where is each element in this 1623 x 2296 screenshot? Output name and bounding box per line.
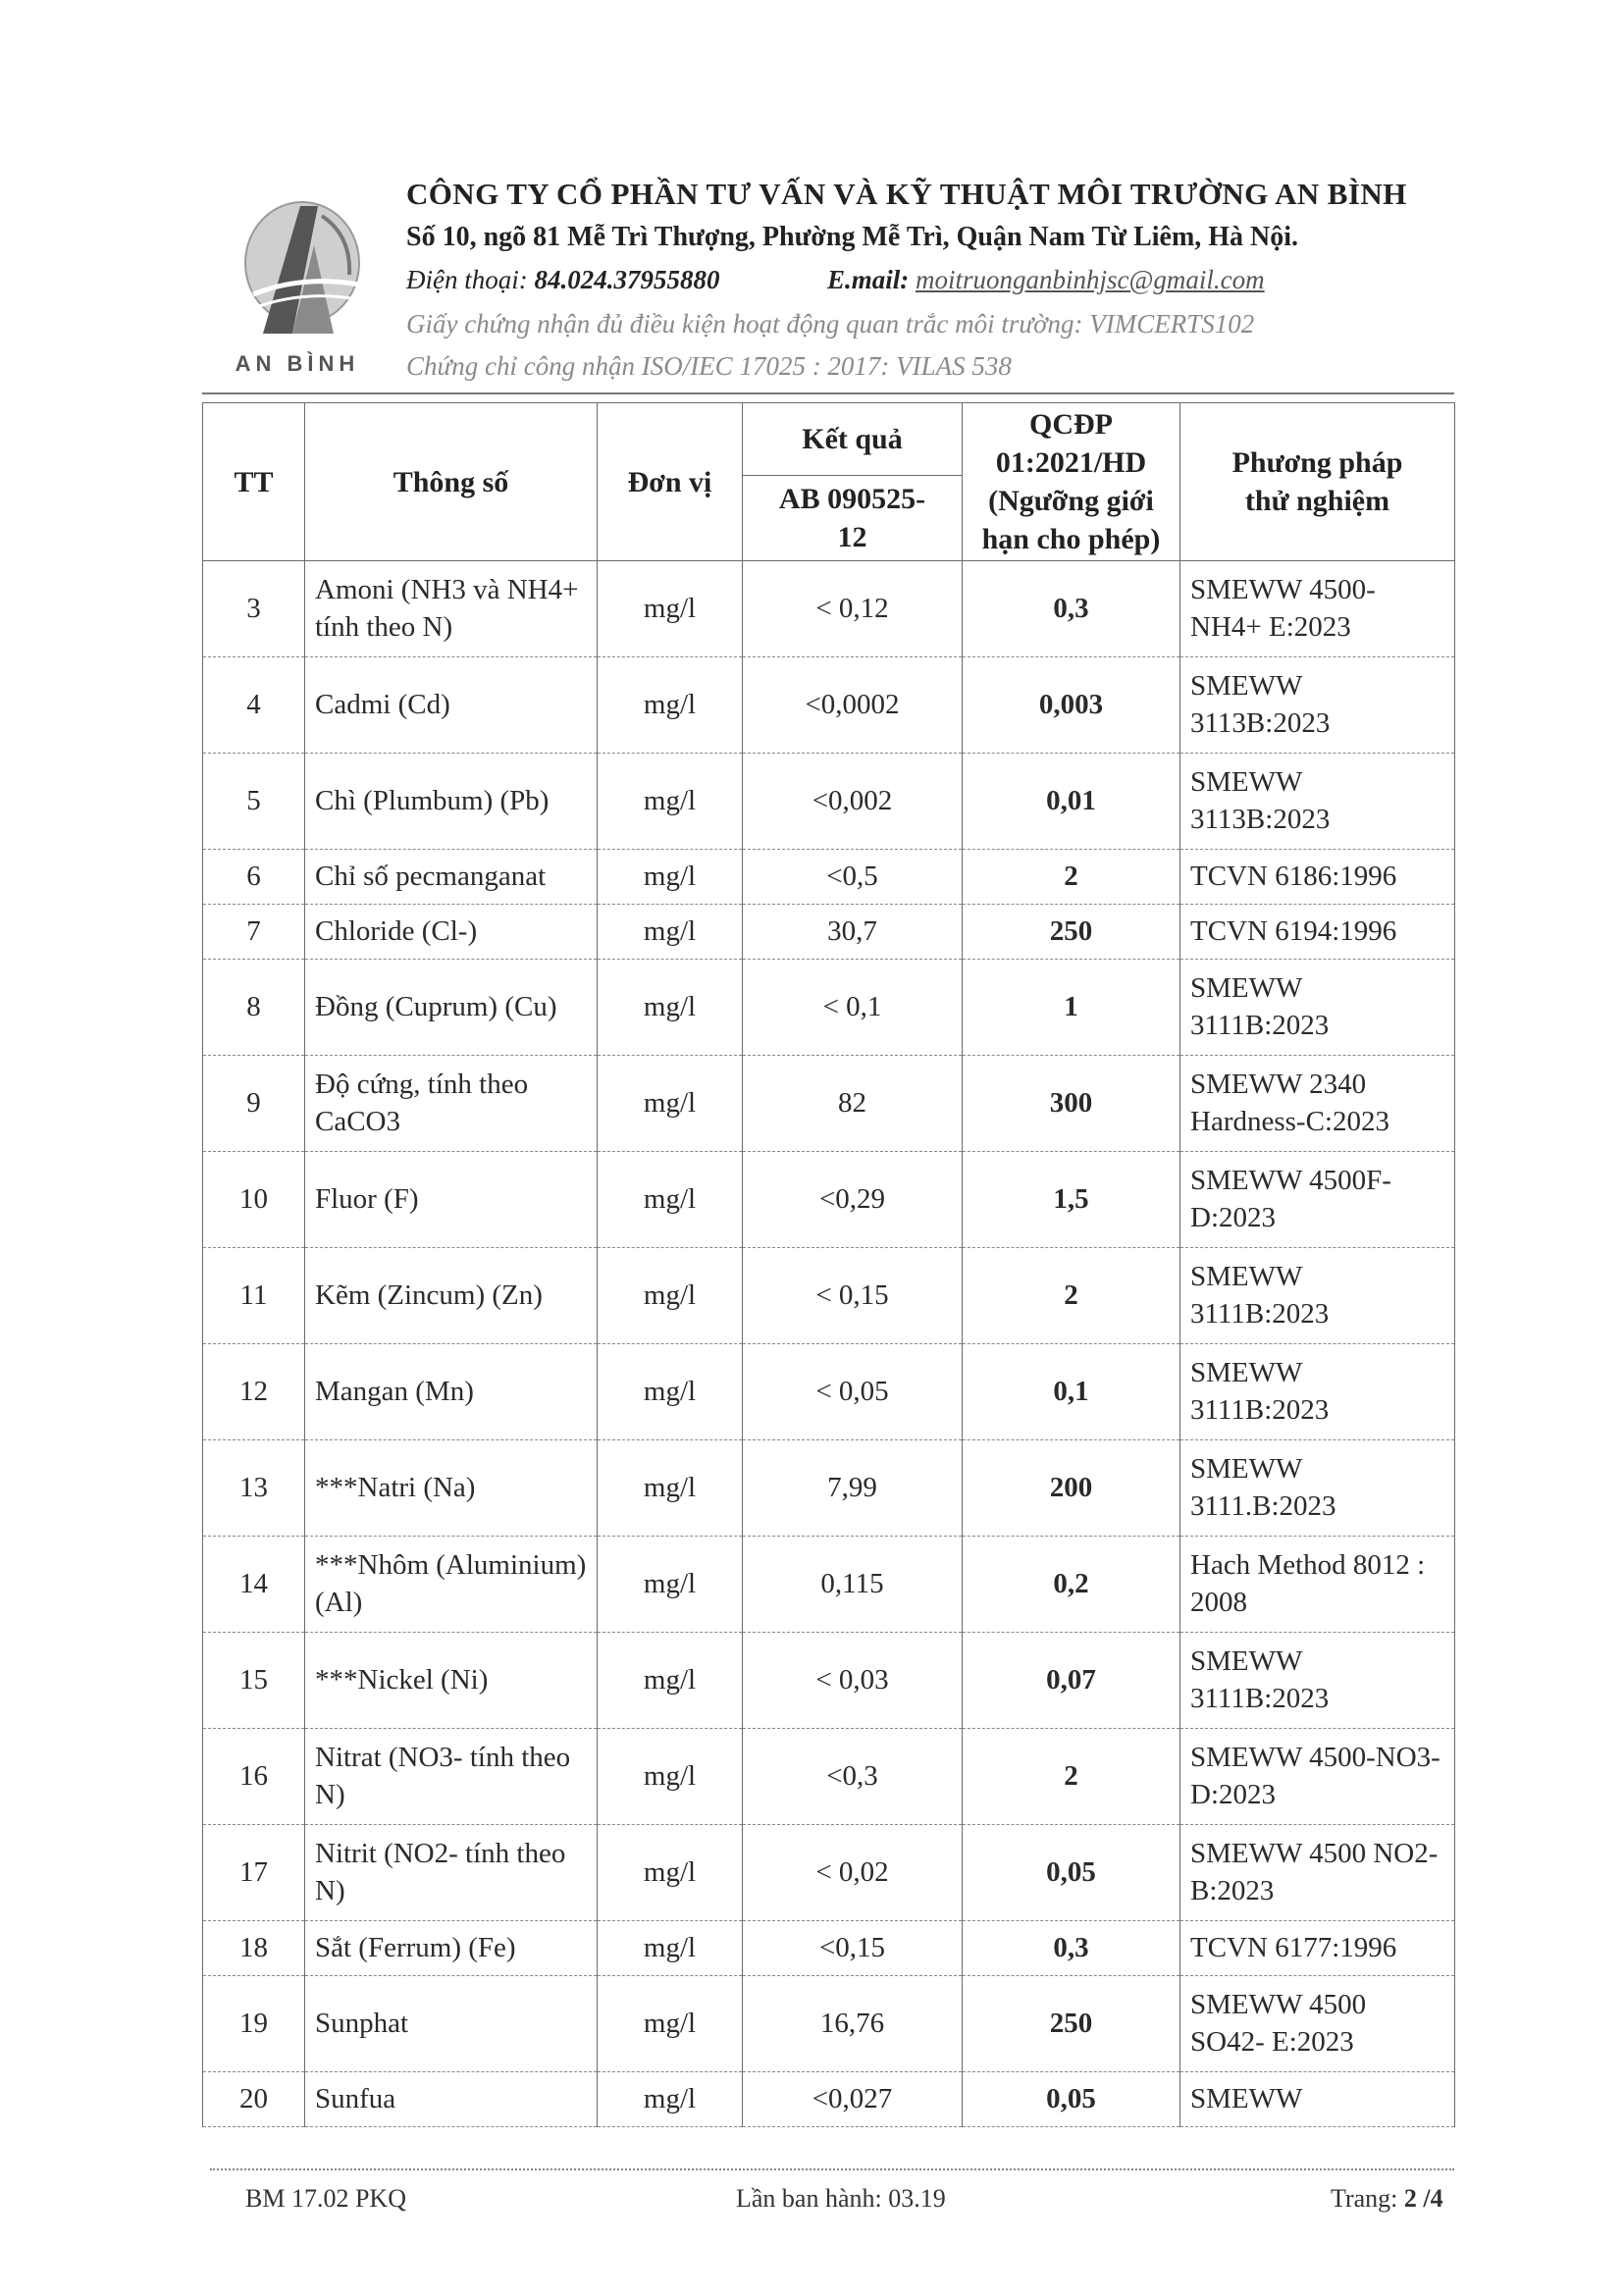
result-value: <0,027: [743, 2072, 963, 2127]
header-row: [203, 403, 1455, 476]
unit: mg/l: [598, 1825, 743, 1921]
result-value: <0,3: [743, 1729, 963, 1825]
test-method: SMEWW 4500-NH4+ E:2023: [1180, 561, 1455, 657]
limit-value: 2: [963, 1729, 1180, 1825]
company-name: CÔNG TY CỔ PHẦN TƯ VẤN VÀ KỸ THUẬT MÔI TRƯỜNG AN BÌNH: [406, 177, 1407, 211]
result-value: < 0,15: [743, 1248, 963, 1344]
certificate-line: Giấy chứng nhận đủ điều kiện hoạt động quan trắc môi trường: VIMCERTS102: [406, 309, 1255, 339]
row-number: 19: [203, 1976, 305, 2072]
header-method: Phương pháp thử nghiệm: [1180, 403, 1455, 561]
parameter-name: Chloride (Cl-): [305, 905, 598, 960]
unit: mg/l: [598, 1344, 743, 1440]
phone-label: Điện thoại:: [406, 265, 528, 294]
row-number: 13: [203, 1440, 305, 1537]
test-method: SMEWW 3111B:2023: [1180, 960, 1455, 1056]
limit-value: 250: [963, 905, 1180, 960]
company-logo: [224, 186, 371, 388]
test-method: TCVN 6177:1996: [1180, 1921, 1455, 1976]
row-number: 8: [203, 960, 305, 1056]
email-label: E.mail:: [826, 265, 910, 294]
result-value: 82: [743, 1056, 963, 1152]
test-method: SMEWW 4500F-D:2023: [1180, 1152, 1455, 1248]
unit: mg/l: [598, 1633, 743, 1729]
result-value: < 0,02: [743, 1825, 963, 1921]
header-result: Kết quả: [743, 403, 963, 476]
result-value: 16,76: [743, 1976, 963, 2072]
table-row: [203, 657, 1455, 754]
result-value: 30,7: [743, 905, 963, 960]
row-number: 17: [203, 1825, 305, 1921]
table-row: [203, 1921, 1455, 1976]
table-row: [203, 1344, 1455, 1440]
unit: mg/l: [598, 1976, 743, 2072]
parameter-name: Amoni (NH3 và NH4+ tính theo N): [305, 561, 598, 657]
parameter-name: Nitrat (NO3- tính theo N): [305, 1729, 598, 1825]
issue-number: Lần ban hành: 03.19: [736, 2184, 946, 2213]
limit-value: 2: [963, 1248, 1180, 1344]
row-number: 4: [203, 657, 305, 754]
test-method: TCVN 6194:1996: [1180, 905, 1455, 960]
parameter-name: ***Nickel (Ni): [305, 1633, 598, 1729]
table-row: [203, 1633, 1455, 1729]
unit: mg/l: [598, 2072, 743, 2127]
row-number: 15: [203, 1633, 305, 1729]
test-method: SMEWW 4500-NO3-D:2023: [1180, 1729, 1455, 1825]
results-table: [202, 402, 1455, 2127]
header-divider: [202, 392, 1454, 394]
test-method: SMEWW: [1180, 2072, 1455, 2127]
limit-value: 0,3: [963, 1921, 1180, 1976]
unit: mg/l: [598, 1921, 743, 1976]
row-number: 11: [203, 1248, 305, 1344]
parameter-name: Sunphat: [305, 1976, 598, 2072]
parameter-name: ***Natri (Na): [305, 1440, 598, 1537]
result-value: <0,15: [743, 1921, 963, 1976]
table-row: [203, 561, 1455, 657]
result-value: < 0,1: [743, 960, 963, 1056]
row-number: 14: [203, 1537, 305, 1633]
email-link[interactable]: moitruonganbinhjsc@gmail.com: [916, 265, 1265, 294]
table-row: [203, 1537, 1455, 1633]
row-number: 5: [203, 754, 305, 850]
row-number: 9: [203, 1056, 305, 1152]
limit-value: 0,3: [963, 561, 1180, 657]
parameter-name: Cadmi (Cd): [305, 657, 598, 754]
contact-line: [406, 265, 1265, 295]
page-number: [1331, 2184, 1443, 2214]
parameter-name: Fluor (F): [305, 1152, 598, 1248]
test-method: SMEWW 4500 SO42- E:2023: [1180, 1976, 1455, 2072]
result-value: <0,5: [743, 850, 963, 905]
unit: mg/l: [598, 960, 743, 1056]
parameter-name: Sắt (Ferrum) (Fe): [305, 1921, 598, 1976]
limit-value: 0,07: [963, 1633, 1180, 1729]
page-value: 2 /4: [1403, 2184, 1443, 2213]
header-sample-id: AB 090525- 12: [743, 476, 963, 561]
table-row: [203, 1825, 1455, 1921]
unit: mg/l: [598, 905, 743, 960]
parameter-name: ***Nhôm (Aluminium) (Al): [305, 1537, 598, 1633]
unit: mg/l: [598, 1537, 743, 1633]
table-row: [203, 850, 1455, 905]
table-row: [203, 1729, 1455, 1825]
table-row: [203, 1440, 1455, 1537]
table-row: [203, 754, 1455, 850]
test-method: SMEWW 2340 Hardness-C:2023: [1180, 1056, 1455, 1152]
test-method: SMEWW 3113B:2023: [1180, 657, 1455, 754]
table-row: [203, 905, 1455, 960]
phone-number: 84.024.37955880: [534, 265, 720, 294]
limit-value: 300: [963, 1056, 1180, 1152]
limit-value: 0,003: [963, 657, 1180, 754]
accreditation-line: Chứng chỉ công nhận ISO/IEC 17025 : 2017: VILAS 538: [406, 351, 1012, 381]
limit-value: 250: [963, 1976, 1180, 2072]
row-number: 10: [203, 1152, 305, 1248]
parameter-name: Chỉ số pecmanganat: [305, 850, 598, 905]
logo-text: AN BÌNH: [235, 351, 360, 376]
parameter-name: Mangan (Mn): [305, 1344, 598, 1440]
table-row: [203, 2072, 1455, 2127]
footer-divider: [210, 2168, 1454, 2170]
header-param: Thông số: [305, 403, 598, 561]
table-row: [203, 1152, 1455, 1248]
result-value: < 0,05: [743, 1344, 963, 1440]
limit-value: 0,01: [963, 754, 1180, 850]
parameter-name: Nitrit (NO2- tính theo N): [305, 1825, 598, 1921]
parameter-name: Chì (Plumbum) (Pb): [305, 754, 598, 850]
an-binh-logo-icon: [224, 186, 371, 353]
table-row: [203, 960, 1455, 1056]
limit-value: 1,5: [963, 1152, 1180, 1248]
test-method: SMEWW 3111B:2023: [1180, 1633, 1455, 1729]
unit: mg/l: [598, 657, 743, 754]
unit: mg/l: [598, 754, 743, 850]
row-number: 16: [203, 1729, 305, 1825]
result-value: 7,99: [743, 1440, 963, 1537]
unit: mg/l: [598, 850, 743, 905]
parameter-name: Độ cứng, tính theo CaCO3: [305, 1056, 598, 1152]
parameter-name: Đồng (Cuprum) (Cu): [305, 960, 598, 1056]
table-row: [203, 1056, 1455, 1152]
page-label: Trang:: [1331, 2184, 1398, 2213]
row-number: 20: [203, 2072, 305, 2127]
unit: mg/l: [598, 1248, 743, 1344]
unit: mg/l: [598, 1440, 743, 1537]
row-number: 6: [203, 850, 305, 905]
limit-value: 1: [963, 960, 1180, 1056]
test-method: TCVN 6186:1996: [1180, 850, 1455, 905]
test-method: SMEWW 3111B:2023: [1180, 1248, 1455, 1344]
limit-value: 200: [963, 1440, 1180, 1537]
limit-value: 0,05: [963, 2072, 1180, 2127]
parameter-name: Sunfua: [305, 2072, 598, 2127]
document-header: [0, 0, 1623, 402]
parameter-name: Kẽm (Zincum) (Zn): [305, 1248, 598, 1344]
limit-value: 2: [963, 850, 1180, 905]
limit-value: 0,05: [963, 1825, 1180, 1921]
unit: mg/l: [598, 1056, 743, 1152]
row-number: 18: [203, 1921, 305, 1976]
header-unit: Đơn vị: [598, 403, 743, 561]
limit-value: 0,1: [963, 1344, 1180, 1440]
test-method: SMEWW 4500 NO2-B:2023: [1180, 1825, 1455, 1921]
test-method: SMEWW 3111B:2023: [1180, 1344, 1455, 1440]
result-value: <0,002: [743, 754, 963, 850]
result-value: <0,0002: [743, 657, 963, 754]
result-value: < 0,12: [743, 561, 963, 657]
header-standard: QCĐP 01:2021/HD (Ngưỡng giới hạn cho phép): [963, 403, 1180, 561]
row-number: 7: [203, 905, 305, 960]
header-tt: TT: [203, 403, 305, 561]
unit: mg/l: [598, 561, 743, 657]
form-code: BM 17.02 PKQ: [245, 2184, 406, 2213]
unit: mg/l: [598, 1729, 743, 1825]
row-number: 12: [203, 1344, 305, 1440]
table-row: [203, 1248, 1455, 1344]
test-method: Hach Method 8012 : 2008: [1180, 1537, 1455, 1633]
company-address: Số 10, ngõ 81 Mễ Trì Thượng, Phường Mễ Trì, Quận Nam Từ Liêm, Hà Nội.: [406, 222, 1299, 252]
result-value: <0,29: [743, 1152, 963, 1248]
row-number: 3: [203, 561, 305, 657]
result-value: 0,115: [743, 1537, 963, 1633]
test-method: SMEWW 3111.B:2023: [1180, 1440, 1455, 1537]
unit: mg/l: [598, 1152, 743, 1248]
test-method: SMEWW 3113B:2023: [1180, 754, 1455, 850]
result-value: < 0,03: [743, 1633, 963, 1729]
limit-value: 0,2: [963, 1537, 1180, 1633]
table-row: [203, 1976, 1455, 2072]
